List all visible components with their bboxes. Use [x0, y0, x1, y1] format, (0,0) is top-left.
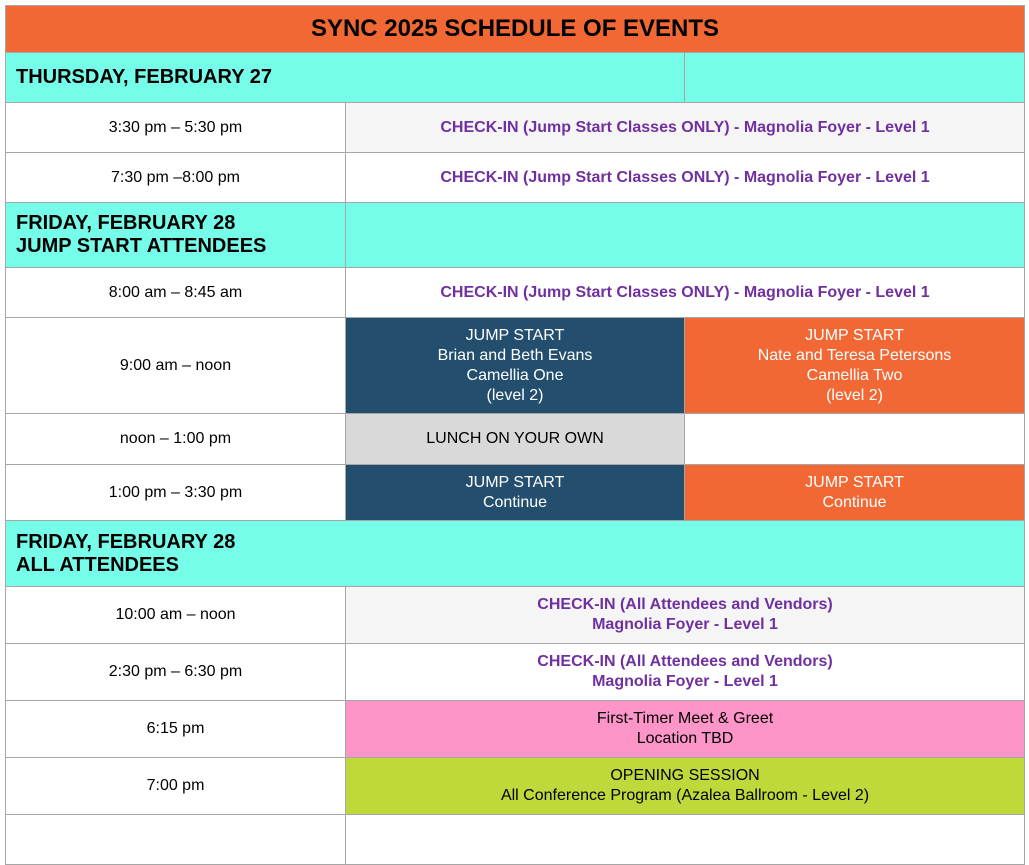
- event-line: Camellia Two: [806, 366, 903, 384]
- event-line: JUMP START: [805, 473, 904, 491]
- time-cell: noon – 1:00 pm: [6, 414, 346, 465]
- section-header-blank: [346, 203, 1025, 268]
- event-line: CHECK-IN (All Attendees and Vendors): [537, 653, 833, 670]
- time-cell: 10:00 am – noon: [6, 587, 346, 644]
- event-cell-lunch: LUNCH ON YOUR OWN: [346, 414, 685, 465]
- event-cell-jump-start-evans: [346, 318, 685, 414]
- time-cell: 7:00 pm: [6, 758, 346, 815]
- empty-cell: [6, 815, 346, 865]
- schedule-title: SYNC 2025 SCHEDULE OF EVENTS: [6, 6, 1025, 53]
- time-cell: 2:30 pm – 6:30 pm: [6, 644, 346, 701]
- section-header: [6, 53, 685, 103]
- section-audience: JUMP START ATTENDEES: [16, 235, 267, 257]
- event-line: JUMP START: [465, 473, 565, 491]
- event-cell: [346, 587, 1025, 644]
- event-cell: CHECK-IN (Jump Start Classes ONLY) - Magnolia Foyer - Level 1: [346, 268, 1025, 318]
- event-line: Magnolia Foyer - Level 1: [592, 673, 778, 690]
- time-cell: 7:30 pm –8:00 pm: [6, 153, 346, 203]
- event-line: Magnolia Foyer - Level 1: [592, 616, 778, 633]
- event-line: Camellia One: [466, 366, 564, 384]
- time-cell: 1:00 pm – 3:30 pm: [6, 465, 346, 521]
- event-cell-opening-session: [346, 758, 1025, 815]
- event-line: JUMP START: [465, 326, 565, 344]
- event-line: All Conference Program (Azalea Ballroom - Level 2): [500, 787, 870, 804]
- event-cell: CHECK-IN (Jump Start Classes ONLY) - Magnolia Foyer - Level 1: [346, 103, 1025, 153]
- section-date: THURSDAY, FEBRUARY 27: [16, 66, 272, 88]
- event-cell-first-timer: [346, 701, 1025, 758]
- section-audience: ALL ATTENDEES: [16, 553, 179, 576]
- time-cell: 6:15 pm: [6, 701, 346, 758]
- event-cell: [346, 644, 1025, 701]
- empty-cell: [346, 815, 1025, 865]
- event-line: JUMP START: [805, 326, 904, 344]
- event-line: Continue: [482, 493, 548, 511]
- section-header: [6, 521, 1025, 587]
- event-line: Nate and Teresa Petersons: [757, 346, 952, 364]
- event-cell-jump-start-continue: [346, 465, 685, 521]
- event-line: OPENING SESSION: [610, 767, 760, 784]
- section-header: [6, 203, 346, 268]
- event-line: First-Timer Meet & Greet: [596, 710, 774, 727]
- section-date: FRIDAY, FEBRUARY 28: [16, 530, 236, 553]
- section-header-blank: [685, 53, 1025, 103]
- event-line: CHECK-IN (All Attendees and Vendors): [537, 596, 833, 613]
- section-date: FRIDAY, FEBRUARY 28: [16, 212, 236, 234]
- time-cell: 3:30 pm – 5:30 pm: [6, 103, 346, 153]
- event-cell-jump-start-continue: [685, 465, 1025, 521]
- event-line: Brian and Beth Evans: [437, 346, 593, 364]
- event-cell: CHECK-IN (Jump Start Classes ONLY) - Magnolia Foyer - Level 1: [346, 153, 1025, 203]
- event-cell-jump-start-petersons: [685, 318, 1025, 414]
- event-line: Location TBD: [636, 730, 734, 747]
- event-line: (level 2): [826, 386, 883, 404]
- time-cell: 8:00 am – 8:45 am: [6, 268, 346, 318]
- time-cell: 9:00 am – noon: [6, 318, 346, 414]
- event-line: Continue: [822, 493, 887, 511]
- empty-cell: [685, 414, 1025, 465]
- schedule-table: [5, 5, 1025, 865]
- event-line: (level 2): [486, 386, 544, 404]
